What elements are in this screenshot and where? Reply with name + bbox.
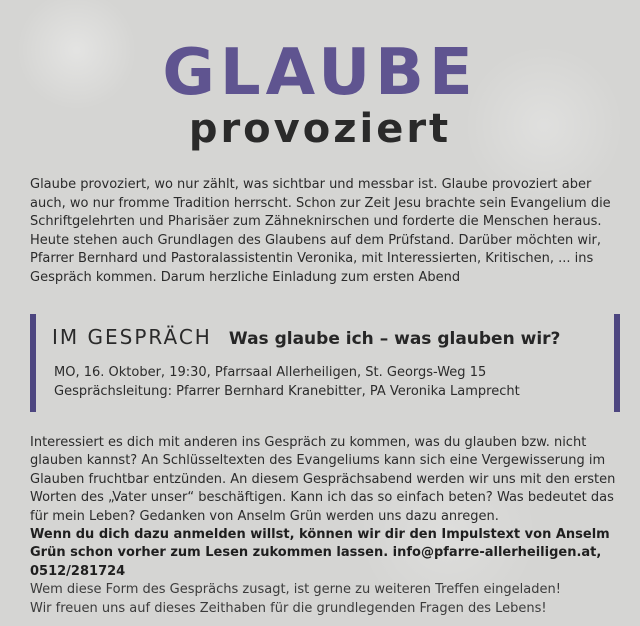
event-label: IM GESPRÄCH — [52, 325, 212, 349]
event-box — [30, 314, 620, 412]
event-leader: Gesprächsleitung: Pfarrer Bernhard Kranebitter, PA Veronika Lamprecht — [54, 384, 520, 399]
details-paragraph: Interessiert es dich mit anderen ins Gespräch zu kommen, was du glauben bzw. nicht glauben kannst? An Schlüsseltexten des Evangeliums kann sich eine Vergewisserung im Glauben fruchtbar entzünden. An diesem Gesprächsabend werden wir uns mit den ersten Worten des „Vater unser“ beschäftigen. Kann ich das so einfach beten? Was bedeutet das für mein Leben? Gedanken von Anselm Grün werden uns dazu anregen. — [30, 435, 616, 524]
headline-provoziert: provoziert — [188, 106, 452, 152]
details-section — [30, 434, 620, 618]
headline-glaube: GLAUBE — [162, 36, 478, 110]
event-date-location: MO, 16. Oktober, 19:30, Pfarrsaal Allerheiligen, St. Georgs-Weg 15 — [54, 365, 487, 380]
event-heading — [52, 324, 560, 352]
event-question: Was glaube ich – was glauben wir? — [228, 329, 561, 349]
registration-text: Wenn du dich dazu anmelden willst, können wir dir den Impulstext von Anselm Grün schon vorher zum Lesen zukommen lassen. info@pfarre-allerheiligen.at, 0512/281724 — [30, 527, 610, 579]
closing-line-1: Wem diese Form des Gesprächs zusagt, ist gerne zu weiteren Treffen eingeladen! — [30, 582, 561, 598]
closing-line-2: Wir freuen uns auf dieses Zeithaben für die grundlegenden Fragen des Lebens! — [30, 600, 547, 616]
intro-paragraph: Glaube provoziert, wo nur zählt, was sichtbar und messbar ist. Glaube provoziert aber auch, wo nur fromme Tradition herrscht. Schon zur Zeit Jesu brachte sein Evangelium die Schriftgelehrten und Pharisäer zum Zähneknirschen und forderte die Menschen heraus. Heute stehen auch Grundlagen des Glaubens auf dem Prüfstand. Darüber möchten wir, Pfarrer Bernhard und Pastoralassistentin Veronika, mit Interessierten, Kritischen, ... ins Gespräch kommen. Darum herzliche Einladung zum ersten Abend — [30, 177, 611, 285]
